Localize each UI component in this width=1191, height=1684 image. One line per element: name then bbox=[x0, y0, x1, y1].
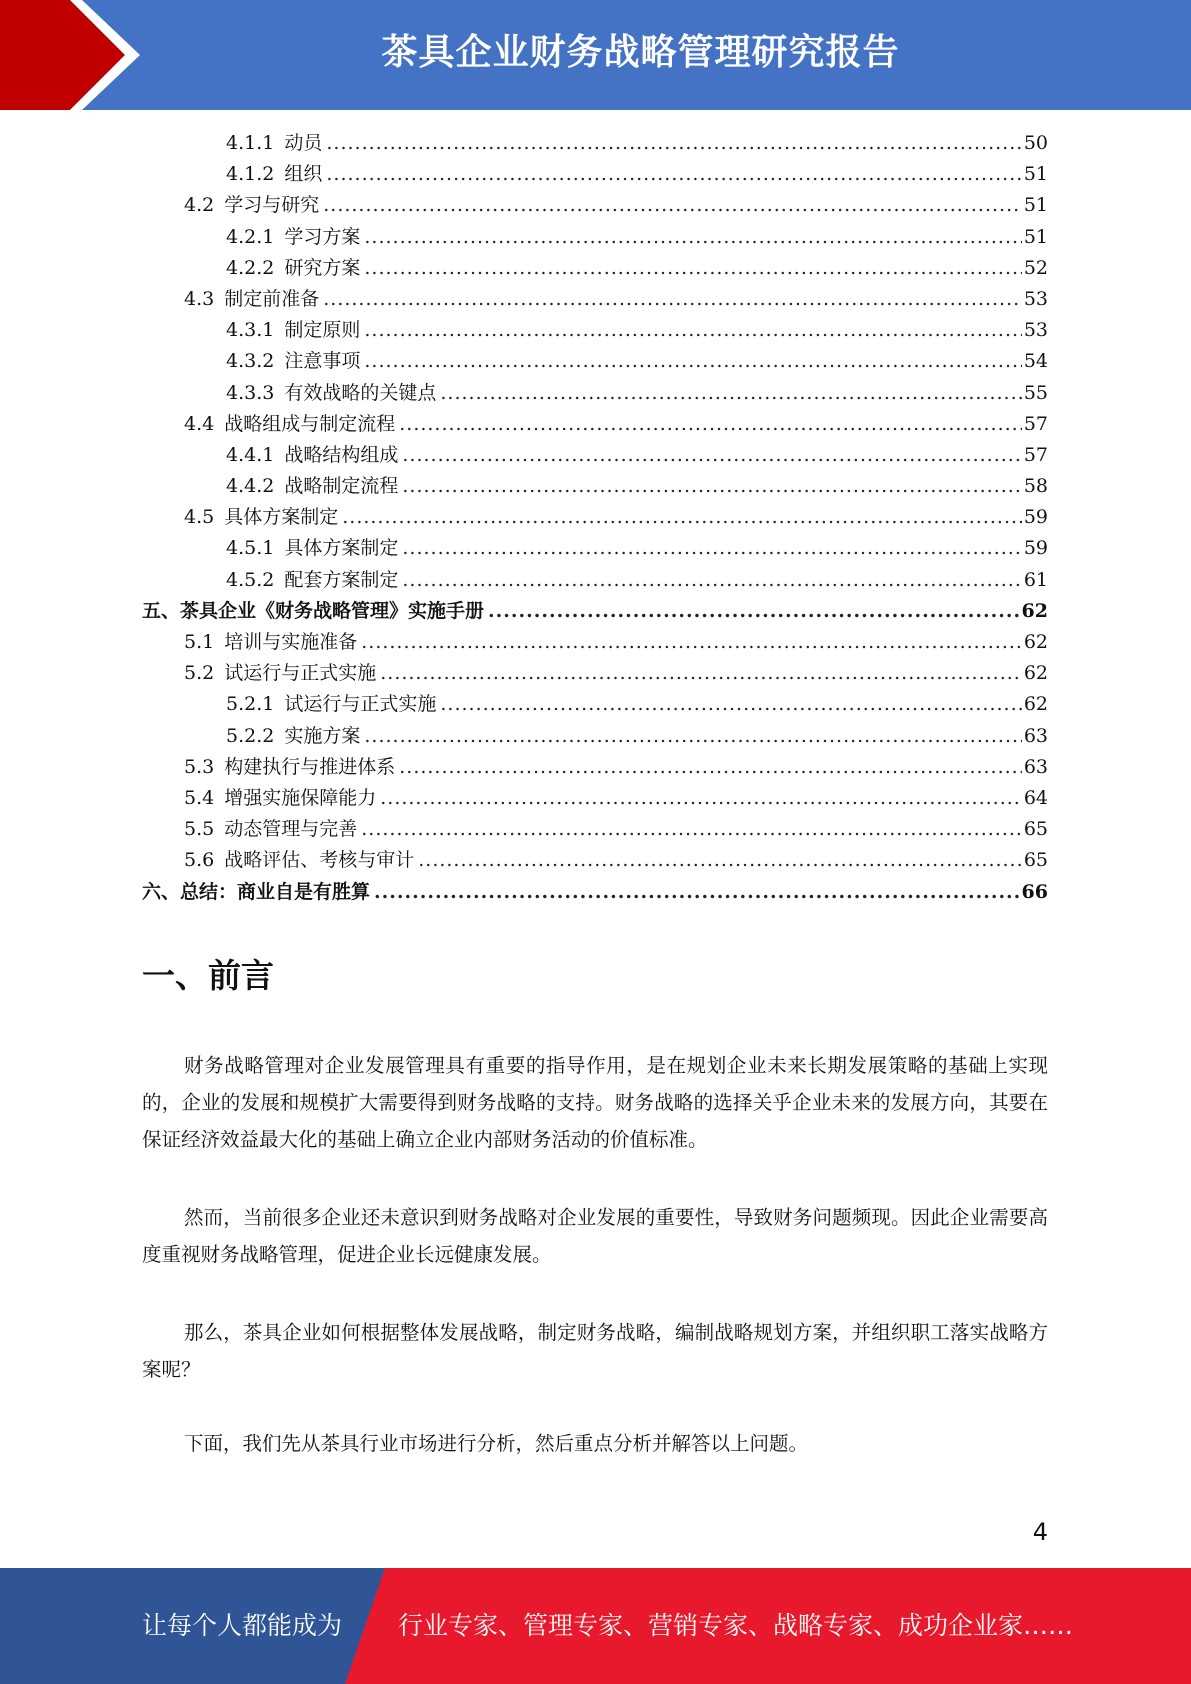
toc-entry-title bbox=[226, 471, 402, 502]
toc-entry-title bbox=[184, 502, 342, 533]
toc-entry[interactable] bbox=[142, 440, 1048, 471]
toc-page-number: 51 bbox=[1023, 163, 1048, 186]
toc-leader-dots bbox=[380, 783, 1022, 814]
footer-slogan: 行业专家、管理专家、营销专家、战略专家、成功企业家…… bbox=[398, 1611, 1074, 1640]
toc-page-number: 59 bbox=[1023, 537, 1048, 560]
toc-entry-number: 4.5.2 bbox=[226, 568, 275, 591]
toc-entry[interactable] bbox=[142, 222, 1048, 253]
toc-entry-label: 试运行与正式实施 bbox=[284, 693, 437, 716]
toc-page-number: 62 bbox=[1023, 693, 1048, 716]
section-heading: 一、前言 bbox=[142, 956, 274, 995]
toc-entry-number: 4.4.2 bbox=[226, 475, 275, 498]
toc-page-number: 63 bbox=[1023, 755, 1048, 778]
toc-page-number: 51 bbox=[1023, 225, 1048, 248]
table-of-contents bbox=[142, 128, 1048, 908]
toc-entry-number: 4.2.2 bbox=[226, 256, 275, 279]
toc-page-number: 62 bbox=[1023, 631, 1048, 653]
toc-entry-number: 五、 bbox=[142, 599, 181, 622]
toc-entry[interactable] bbox=[142, 845, 1048, 876]
toc-entry-number: 4.1.2 bbox=[226, 163, 275, 186]
toc-page-number: 57 bbox=[1023, 443, 1048, 466]
toc-entry-title bbox=[226, 346, 364, 377]
toc-entry-title bbox=[184, 658, 380, 689]
toc-entry-title bbox=[142, 877, 374, 908]
toc-entry-title bbox=[226, 689, 440, 720]
toc-entry-title bbox=[184, 627, 361, 658]
toc-entry-title bbox=[184, 752, 399, 783]
toc-leader-dots bbox=[440, 689, 1021, 720]
toc-entry[interactable] bbox=[142, 253, 1048, 284]
toc-page-number: 65 bbox=[1023, 849, 1048, 872]
toc-entry-label: 战略制定流程 bbox=[284, 475, 399, 498]
toc-leader-dots bbox=[342, 502, 1022, 533]
toc-page-number: 58 bbox=[1023, 475, 1048, 498]
toc-entry-number: 4.5 bbox=[184, 506, 215, 529]
toc-entry-label: 构建执行与推进体系 bbox=[224, 755, 396, 778]
toc-page-number: 52 bbox=[1023, 256, 1048, 279]
toc-entry-number: 5.2.1 bbox=[226, 693, 275, 716]
toc-entry-label: 注意事项 bbox=[284, 350, 361, 373]
toc-entry[interactable] bbox=[142, 565, 1048, 596]
toc-leader-dots bbox=[402, 533, 1021, 564]
toc-entry-label: 组织 bbox=[284, 163, 323, 186]
toc-page-number: 63 bbox=[1023, 724, 1048, 747]
toc-page-number: 57 bbox=[1023, 412, 1048, 435]
toc-entry-label: 学习方案 bbox=[284, 225, 361, 248]
toc-entry-number: 4.4 bbox=[184, 412, 215, 435]
toc-entry-label: 学习与研究 bbox=[224, 194, 320, 217]
toc-entry-title bbox=[184, 783, 380, 814]
toc-entry-title bbox=[184, 845, 418, 876]
toc-leader-dots bbox=[323, 284, 1022, 315]
report-title: 茶具企业财务战略管理研究报告 bbox=[381, 32, 900, 73]
toc-leader-dots bbox=[326, 159, 1021, 190]
toc-entry-label: 具体方案制定 bbox=[284, 537, 399, 560]
toc-leader-dots bbox=[418, 845, 1022, 876]
toc-page-number: 51 bbox=[1023, 194, 1048, 217]
toc-entry-number: 六、 bbox=[142, 880, 181, 903]
toc-leader-dots bbox=[399, 409, 1022, 440]
toc-entry[interactable] bbox=[142, 658, 1048, 689]
toc-entry-label: 实施方案 bbox=[284, 724, 361, 747]
toc-entry[interactable] bbox=[142, 627, 1048, 658]
toc-leader-dots bbox=[380, 658, 1022, 689]
toc-entry-label: 配套方案制定 bbox=[284, 568, 399, 591]
toc-page-number: 66 bbox=[1021, 880, 1048, 903]
toc-page-number: 62 bbox=[1023, 662, 1048, 685]
toc-entry-number: 4.3.3 bbox=[226, 381, 275, 404]
toc-leader-dots bbox=[323, 190, 1022, 221]
toc-leader-dots bbox=[488, 596, 1020, 627]
toc-entry-title bbox=[226, 533, 402, 564]
toc-entry-number: 4.3 bbox=[184, 287, 215, 310]
toc-entry-number: 4.2.1 bbox=[226, 225, 275, 248]
paragraph-3: 那么，茶具企业如何根据整体发展战略，制定财务战略，编制战略规划方案，并组织职工落实战略方案呢？ bbox=[142, 1321, 1048, 1381]
toc-entry-label: 战略结构组成 bbox=[284, 443, 399, 466]
toc-entry-title bbox=[142, 596, 488, 627]
toc-entry[interactable] bbox=[142, 128, 1048, 159]
toc-leader-dots bbox=[402, 565, 1021, 596]
toc-entry-label: 战略评估、考核与审计 bbox=[224, 849, 415, 872]
toc-entry-number: 5.4 bbox=[184, 786, 215, 809]
toc-entry-title bbox=[226, 159, 326, 190]
toc-entry-number: 5.2.2 bbox=[226, 724, 275, 747]
toc-entry-title bbox=[226, 222, 364, 253]
toc-entry-label: 试运行与正式实施 bbox=[224, 662, 377, 685]
toc-leader-dots bbox=[402, 471, 1021, 502]
toc-entry-title bbox=[226, 378, 440, 409]
toc-entry-title bbox=[184, 409, 399, 440]
toc-entry[interactable] bbox=[142, 284, 1048, 315]
page-footer bbox=[0, 1568, 1191, 1684]
toc-entry-label: 制定原则 bbox=[284, 319, 361, 342]
toc-entry[interactable] bbox=[142, 721, 1048, 752]
toc-entry-title bbox=[226, 128, 326, 159]
toc-entry-number: 4.4.1 bbox=[226, 443, 275, 466]
toc-leader-dots bbox=[399, 752, 1022, 783]
toc-entry-title bbox=[226, 721, 364, 752]
toc-entry-label: 培训与实施准备 bbox=[224, 631, 358, 653]
toc-entry-number: 4.3.2 bbox=[226, 350, 275, 373]
toc-entry-title bbox=[226, 315, 364, 346]
toc-entry-number: 4.1.1 bbox=[226, 132, 275, 154]
toc-entry-label: 战略组成与制定流程 bbox=[224, 412, 396, 435]
toc-entry[interactable] bbox=[142, 502, 1048, 533]
toc-entry[interactable] bbox=[142, 378, 1048, 409]
toc-entry-number: 4.5.1 bbox=[226, 537, 275, 560]
toc-entry-label: 制定前准备 bbox=[224, 287, 320, 310]
toc-page-number: 53 bbox=[1023, 319, 1048, 342]
toc-entry-label: 研究方案 bbox=[284, 256, 361, 279]
toc-entry-number: 4.3.1 bbox=[226, 319, 275, 342]
paragraph-2: 然而，当前很多企业还未意识到财务战略对企业发展的重要性，导致财务问题频现。因此企业需要高度重视财务战略管理，促进企业长远健康发展。 bbox=[142, 1206, 1048, 1266]
toc-entry[interactable] bbox=[142, 533, 1048, 564]
toc-page-number: 54 bbox=[1023, 350, 1048, 373]
toc-leader-dots bbox=[326, 128, 1021, 159]
toc-entry[interactable] bbox=[142, 409, 1048, 440]
toc-entry-label: 动态管理与完善 bbox=[224, 818, 358, 841]
toc-entry[interactable] bbox=[142, 877, 1048, 908]
toc-entry[interactable] bbox=[142, 190, 1048, 221]
toc-page-number: 64 bbox=[1023, 786, 1048, 809]
toc-entry-title bbox=[226, 565, 402, 596]
toc-page-number: 65 bbox=[1023, 818, 1048, 841]
toc-entry[interactable] bbox=[142, 752, 1048, 783]
toc-entry[interactable] bbox=[142, 471, 1048, 502]
toc-entry-title bbox=[226, 253, 364, 284]
toc-entry-number: 5.2 bbox=[184, 662, 215, 685]
toc-leader-dots bbox=[364, 721, 1021, 752]
toc-entry[interactable] bbox=[142, 159, 1048, 190]
toc-page-number: 61 bbox=[1023, 568, 1048, 591]
toc-entry-title bbox=[184, 284, 323, 315]
toc-leader-dots bbox=[374, 877, 1020, 908]
page-header bbox=[0, 0, 1191, 110]
toc-leader-dots bbox=[402, 440, 1021, 471]
paragraph-4: 下面，我们先从茶具行业市场进行分析，然后重点分析并解答以上问题。 bbox=[184, 1432, 809, 1455]
toc-page-number: 55 bbox=[1023, 381, 1048, 404]
page-number: 4 bbox=[1032, 1518, 1048, 1546]
toc-entry[interactable] bbox=[142, 596, 1048, 627]
toc-page-number: 62 bbox=[1021, 599, 1048, 622]
toc-leader-dots bbox=[440, 378, 1021, 409]
toc-leader-dots bbox=[361, 814, 1022, 845]
toc-entry[interactable] bbox=[142, 783, 1048, 814]
paragraph-1: 财务战略管理对企业发展管理具有重要的指导作用，是在规划企业未来长期发展策略的基础上实现的，企业的发展和规模扩大需要得到财务战略的支持。财务战略的选择关乎企业未来的发展方向，其要在保证经济效益最大化的基础上确立企业内部财务活动的价值标准。 bbox=[142, 1054, 1048, 1151]
toc-entry[interactable] bbox=[142, 814, 1048, 845]
toc-entry[interactable] bbox=[142, 346, 1048, 377]
toc-entry-label: 茶具企业《财务战略管理》实施手册 bbox=[180, 599, 485, 622]
toc-entry-label: 具体方案制定 bbox=[224, 506, 339, 529]
toc-entry-title bbox=[184, 190, 323, 221]
toc-page-number: 53 bbox=[1023, 287, 1048, 310]
toc-page-number: 59 bbox=[1023, 506, 1048, 529]
toc-entry-number: 5.6 bbox=[184, 849, 215, 872]
toc-leader-dots bbox=[364, 315, 1021, 346]
toc-page-number: 50 bbox=[1023, 132, 1048, 154]
toc-entry-number: 5.1 bbox=[184, 631, 215, 653]
toc-entry-number: 5.5 bbox=[184, 818, 215, 841]
toc-leader-dots bbox=[361, 627, 1022, 658]
toc-leader-dots bbox=[364, 253, 1021, 284]
footer-lead-text: 让每个人都能成为 bbox=[142, 1611, 343, 1640]
toc-entry-title bbox=[226, 440, 402, 471]
toc-entry-title bbox=[184, 814, 361, 845]
toc-leader-dots bbox=[364, 346, 1021, 377]
toc-entry-label: 有效战略的关键点 bbox=[284, 381, 437, 404]
toc-entry[interactable] bbox=[142, 689, 1048, 720]
toc-entry-number: 4.2 bbox=[184, 194, 215, 217]
toc-entry-number: 5.3 bbox=[184, 755, 215, 778]
toc-entry[interactable] bbox=[142, 315, 1048, 346]
toc-entry-label: 增强实施保障能力 bbox=[224, 786, 377, 809]
toc-leader-dots bbox=[364, 222, 1021, 253]
toc-entry-label: 总结：商业自是有胜算 bbox=[180, 880, 371, 903]
toc-entry-label: 动员 bbox=[284, 132, 323, 154]
